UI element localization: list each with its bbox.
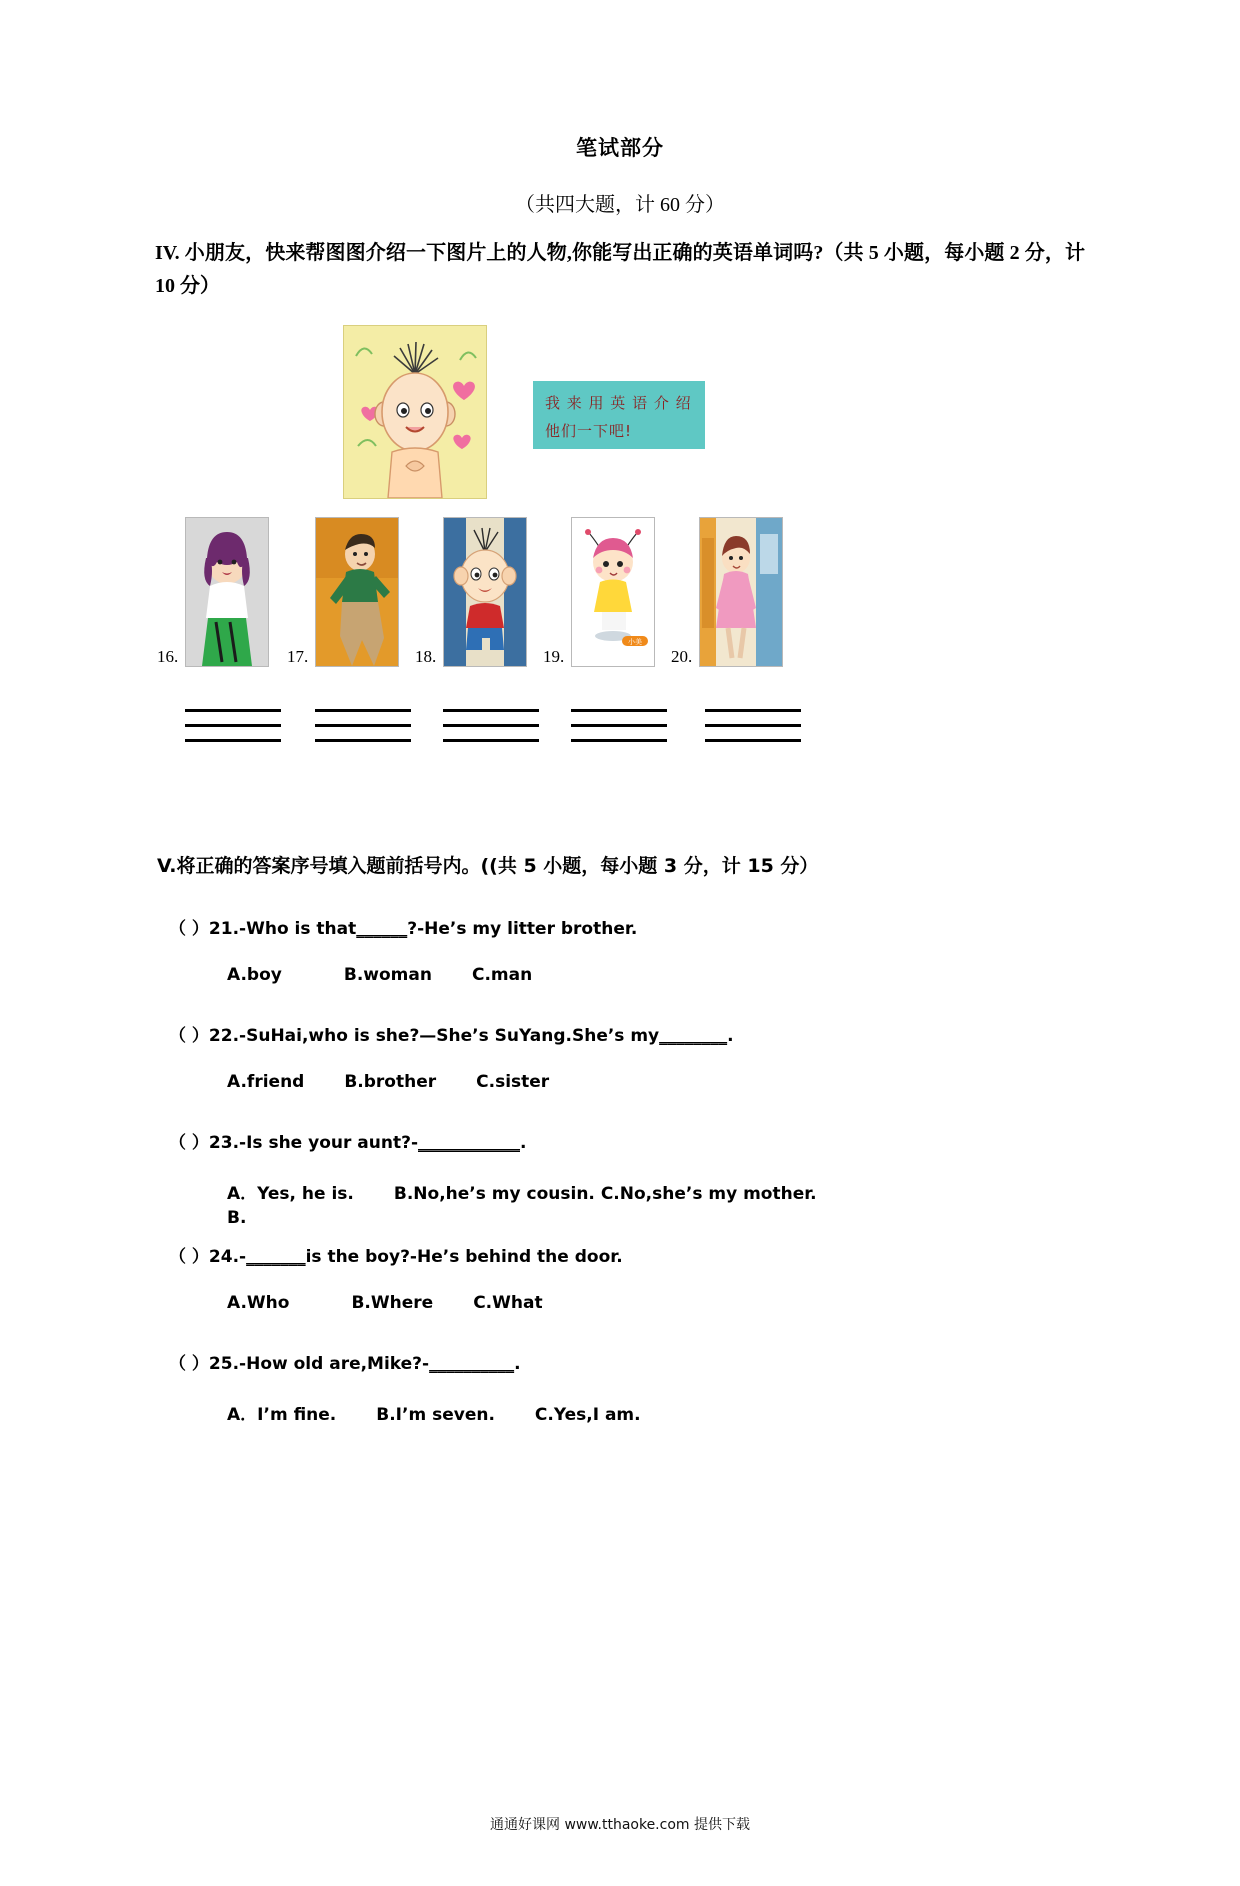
q23-option-a[interactable]: A．Yes, he is. xyxy=(227,1184,354,1204)
q23-option-c[interactable]: C.No,she’s my mother. xyxy=(600,1184,817,1204)
q22-stem-pre: 22.-SuHai,who is she?—She’s SuYang.She’s my xyxy=(208,1026,660,1046)
q25-blank[interactable]: __________ xyxy=(429,1354,515,1374)
page-subtitle: （共四大题，计 60 分） xyxy=(515,194,725,216)
q22-bracket[interactable]: （ ） xyxy=(169,1026,209,1046)
question-23-options xyxy=(155,1179,1085,1204)
q24-option-b[interactable]: B.Where xyxy=(351,1293,434,1313)
q24-stem-post: is the boy?-He’s behind the door. xyxy=(305,1247,623,1267)
footer-text: 通通好课网 www.tthaoke.com 提供下载 xyxy=(490,1817,750,1833)
q25-option-b[interactable]: B.I’m seven. xyxy=(376,1405,495,1425)
q21-option-c[interactable]: C.man xyxy=(471,965,533,985)
man-green-sweater-illustration xyxy=(316,518,398,666)
picture-17 xyxy=(315,517,399,667)
picture-20 xyxy=(699,517,783,667)
q23-bracket[interactable]: （ ） xyxy=(169,1133,209,1153)
woman-purple-hair-illustration xyxy=(186,518,268,666)
answer-lines-17[interactable] xyxy=(315,709,411,754)
q21-option-a[interactable]: A.boy xyxy=(227,965,282,985)
q22-blank[interactable]: ________ xyxy=(659,1026,728,1046)
q23-blank[interactable]: ____________ xyxy=(418,1133,521,1153)
q21-stem-pre: 21.-Who is that xyxy=(208,919,357,939)
q23-stem-post: . xyxy=(520,1133,527,1153)
answer-lines-20[interactable] xyxy=(705,709,801,754)
picture-number-19: 19. xyxy=(543,647,565,666)
picture-number-18: 18. xyxy=(415,647,437,666)
q25-option-c[interactable]: C.Yes,I am. xyxy=(534,1405,641,1425)
q22-stem-post: . xyxy=(727,1026,734,1046)
speech-bubble xyxy=(533,381,705,449)
exam-page xyxy=(0,132,1240,1886)
girl-xiaomei-illustration xyxy=(572,518,654,666)
bubble-line-2: 他们一下吧! xyxy=(545,422,633,440)
question-22-options xyxy=(155,1072,1085,1092)
question-25 xyxy=(155,1349,1085,1374)
q24-option-a[interactable]: A.Who xyxy=(227,1293,290,1313)
q23-option-b[interactable]: B.No,he’s my cousin. xyxy=(393,1184,595,1204)
q24-option-c[interactable]: C.What xyxy=(473,1293,543,1313)
q24-blank[interactable]: _______ xyxy=(246,1247,306,1267)
picture-number-16: 16. xyxy=(157,647,179,666)
answer-lines-19[interactable] xyxy=(571,709,667,754)
q25-stem-post: . xyxy=(514,1354,521,1374)
picture-number-17: 17. xyxy=(287,647,309,666)
picture-16 xyxy=(185,517,269,667)
q25-option-a[interactable]: A．I’m fine. xyxy=(227,1405,337,1425)
q24-stem-pre: 24.- xyxy=(208,1247,247,1267)
character-pictures-row xyxy=(157,517,975,667)
q23-extra-line: B. xyxy=(227,1208,247,1228)
question-22 xyxy=(155,1021,1085,1046)
q25-stem-pre: 25.-How old are,Mike?- xyxy=(208,1354,430,1374)
picture-block xyxy=(155,325,1085,685)
question-24 xyxy=(155,1242,1085,1267)
q22-option-a[interactable]: A.friend xyxy=(227,1072,305,1092)
section-5-title: V.将正确的答案序号填入题前括号内。((共 5 小题，每小题 3 分，计 15 分） xyxy=(157,855,819,877)
answer-lines-area xyxy=(155,709,1085,789)
q22-option-b[interactable]: B.brother xyxy=(344,1072,437,1092)
boy-big-head-illustration xyxy=(444,518,526,666)
picture-18 xyxy=(443,517,527,667)
woman-pink-dress-illustration xyxy=(700,518,782,666)
baby-illustration-svg xyxy=(344,326,486,498)
section-4-prompt: IV. 小朋友，快来帮图图介绍一下图片上的人物,你能写出正确的英语单词吗?（共 5 小题，每小题 2 分，计 10 分） xyxy=(155,242,1085,297)
question-23 xyxy=(155,1128,1085,1153)
question-21-options xyxy=(155,965,1085,985)
picture-19 xyxy=(571,517,655,667)
page-title: 笔试部分 xyxy=(576,136,664,160)
answer-lines-16[interactable] xyxy=(185,709,281,754)
q23-stem-pre: 23.-Is she your aunt?- xyxy=(208,1133,419,1153)
answer-lines-18[interactable] xyxy=(443,709,539,754)
q21-option-b[interactable]: B.woman xyxy=(343,965,432,985)
q24-bracket[interactable]: （ ） xyxy=(169,1247,209,1267)
q21-bracket[interactable]: （ ） xyxy=(169,919,209,939)
q21-stem-post: ?-He’s my litter brother. xyxy=(407,919,638,939)
q25-bracket[interactable]: （ ） xyxy=(169,1354,209,1374)
picture-number-20: 20. xyxy=(671,647,693,666)
question-24-options xyxy=(155,1293,1085,1313)
bubble-line-1: 我 来 用 英 语 介 绍 xyxy=(545,394,692,412)
question-21 xyxy=(155,914,1085,939)
svg-text:小美: 小美 xyxy=(628,638,642,646)
illustration-main-character xyxy=(343,325,487,499)
q22-option-c[interactable]: C.sister xyxy=(476,1072,550,1092)
q21-blank[interactable]: ______ xyxy=(356,919,408,939)
question-25-options xyxy=(155,1400,1085,1425)
